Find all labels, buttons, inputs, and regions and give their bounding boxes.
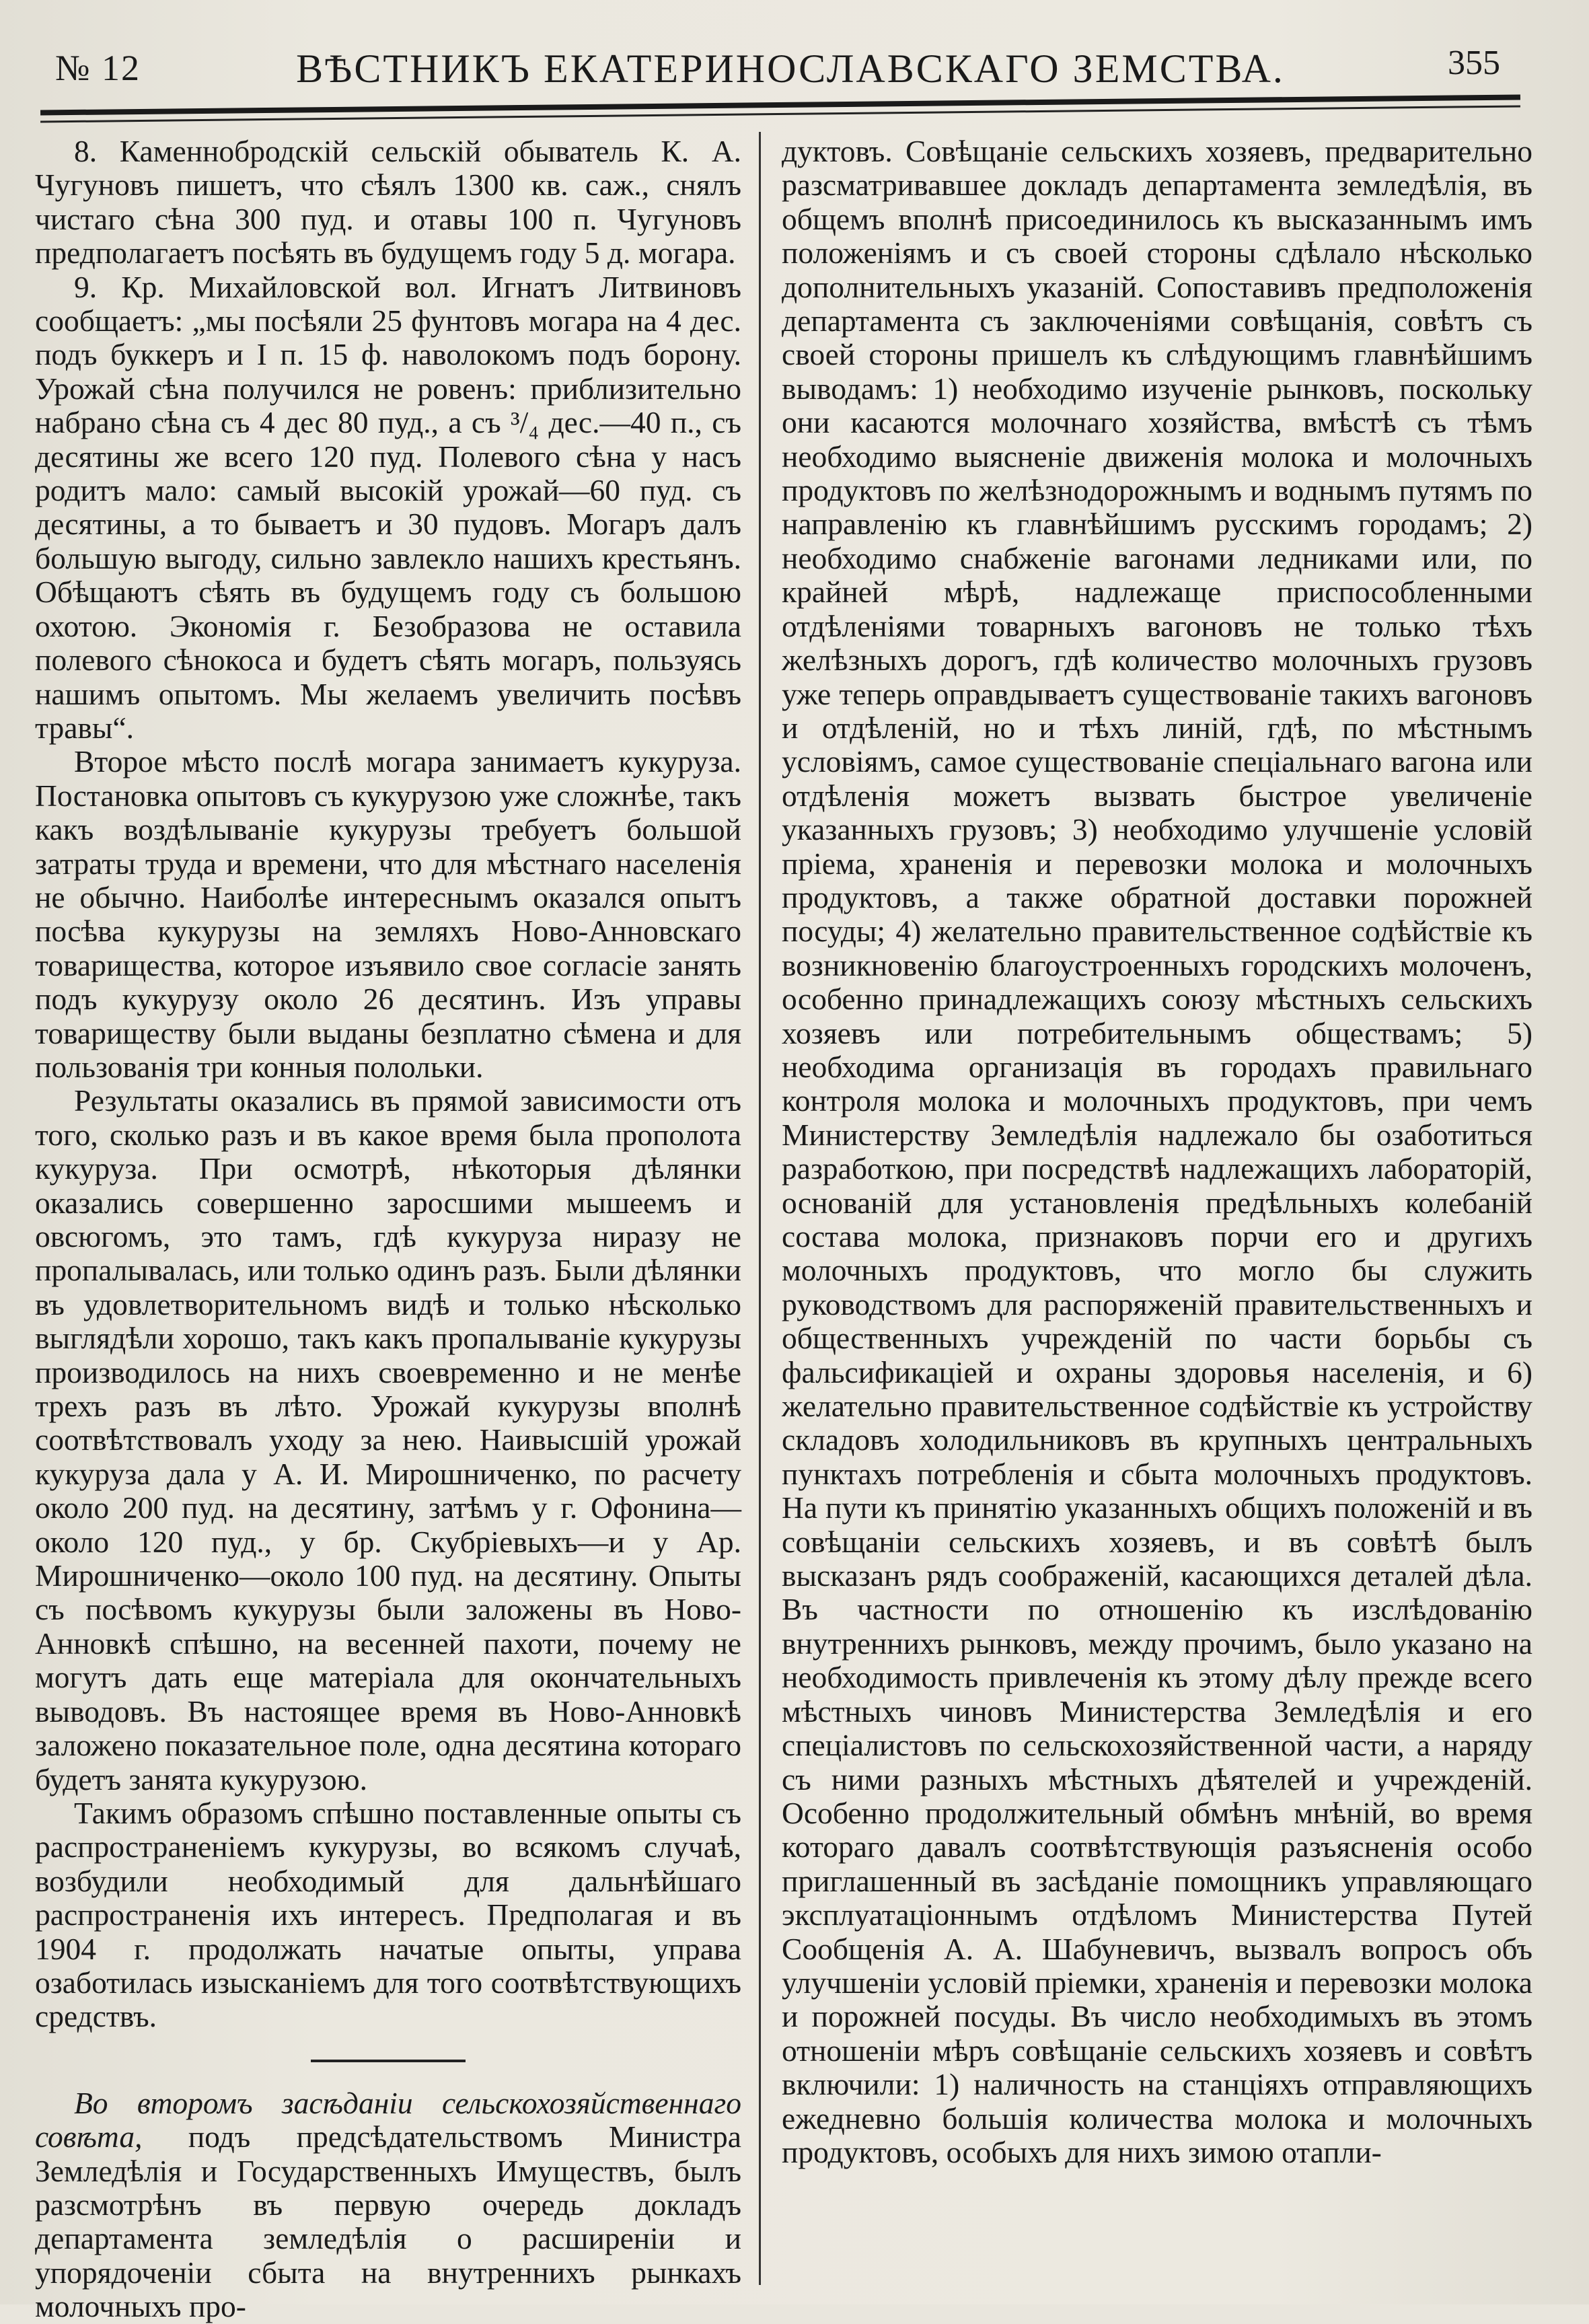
paragraph-dairy-council: дуктовъ. Совѣщаніе сельскихъ хозяевъ, предварительно разсматривавшее докладъ департамента земледѣлія, въ общемъ вполнѣ присоединилось къ высказаннымъ имъ положеніямъ и съ своей стороны сдѣлало нѣсколько дополнительныхъ указаній. Сопоставивъ предположенія департамента съ заключеніями совѣщанія, совѣтъ съ своей стороны пришелъ къ слѣдующимъ главнѣйшимъ выводамъ: 1) необходимо изученіе рынковъ, поскольку они касаются молочнаго хозяйства, вмѣстѣ съ тѣмъ необходимо выясненіе движенія молока и молочныхъ продуктовъ по желѣзнодорожнымъ и воднымъ путямъ по направленію къ главнѣйшимъ русскимъ городамъ; 2) необходимо снабженіе вагонами ледниками или, по крайней мѣрѣ, надлежаще приспособленными отдѣленіями товарныхъ вагоновъ не только тѣхъ желѣзныхъ дорогъ, гдѣ количество молочныхъ грузовъ уже теперь оправдываетъ существованіе такихъ вагоновъ и отдѣленій, но и тѣхъ линій, гдѣ, по мѣстнымъ условіямъ, самое существованіе спеціальнаго вагона или отдѣленія можетъ вызвать быстрое увеличеніе указанныхъ грузовъ; 3) необходимо улучшеніе условій пріема, храненія и перевозки молока и молочныхъ продуктовъ, а также обратной доставки порожней посуды; 4) желательно правительственное содѣйствіе къ возникновенію благоустроенныхъ городскихъ молоченъ, особенно принадлежащихъ союзу мѣстныхъ сельскихъ хозяевъ или потребительнымъ обществамъ; 5) необходима организація въ городахъ правильнаго контроля молока и молочныхъ продуктовъ, при чемъ Министерству Земледѣлія надлежало бы озаботиться разработкою, при посредствѣ надлежащихъ лабораторій, основаній для установленія предѣльныхъ колебаній состава молока, признаковъ порчи его и другихъ молочныхъ продуктовъ, что могло бы служить руководствомъ для распоряженій правительственныхъ и общественныхъ учрежденій по части борьбы съ фальсификаціей и охраны здоровья населенія, и 6) желательно правительственное содѣйствіе къ устройству складовъ холодильниковъ въ крупныхъ центральныхъ пунктахъ потребленія и сбыта молочныхъ продуктовъ. На пути къ принятію указанныхъ общихъ положеній и въ совѣщаніи сельскихъ хозяевъ, и въ совѣтѣ былъ высказанъ рядъ соображеній, касающихся деталей дѣла. Въ частности по отношенію къ изслѣдованію внутреннихъ рынковъ, между прочимъ, было указано на необходимость привлеченія къ этому дѣлу прежде всего мѣстныхъ чиновъ Министерства Земледѣлія и его спеціалистовъ по сельскохозяйственной части, а наряду съ ними разныхъ мѣстныхъ дѣятелей и учрежденій. Особенно продолжительный обмѣнъ мнѣній, во время котораго давалъ соотвѣтствующія разъясненія особо приглашенный въ засѣданіе помощникъ управляющаго эксплуатаціоннымъ отдѣломъ Министерства Путей Сообщенія А. А. Шабуневичъ, вызвалъ вопросъ объ улучшеніи условій пріемки, храненія и перевозки молока и порожней посуды. Въ число необходимыхъ въ этомъ отношеніи мѣръ совѣщаніе сельскихъ хозяевъ и совѣтъ включили: 1) наличность на станціяхъ отправляющихъ ежедневно большія количества молока и молочныхъ продуктовъ, особыхъ для нихъ зимою отапли- bbox=[782, 134, 1532, 2169]
journal-title: ВѢСТНИКЪ ЕКАТЕРИНОСЛАВСКАГО ЗЕМСТВА. bbox=[296, 46, 1285, 91]
paragraph-kamennobrodsky: 8. Каменнобродскій сельскій обыватель К. А. Чугуновъ пишетъ, что сѣялъ 1300 кв. саж., снялъ чистаго сѣна 300 пуд. и отавы 100 п. Чугуновъ предполагаетъ посѣять въ будущемъ году 5 д. могара. bbox=[35, 134, 741, 270]
second-session-heading: Во второмъ засѣданіи сельскохозяйственнаго совѣта, bbox=[35, 2085, 741, 2154]
running-header bbox=[27, 42, 1554, 102]
paragraph-kukuruza-intro: Второе мѣсто послѣ могара занимаетъ кукуруза. Постановка опытовъ съ кукурузою уже сложнѣе, такъ какъ воздѣлываніе кукурузы требуетъ большой затраты труда и времени, что для мѣстнаго населенія не обычно. Наиболѣе интереснымъ оказался опытъ посѣва кукурузы на земляхъ Ново-Анновскаго товарищества, которое изъявило свое согласіе занять подъ кукурузу около 26 десятинъ. Изъ управы товариществу были выданы безплатно сѣмена и для пользованія три конныя полольки. bbox=[35, 744, 741, 1084]
paragraph-mikhailovskaya: 9. Кр. Михайловской вол. Игнатъ Литвиновъ сообщаетъ: „мы посѣяли 25 фунтовъ могара на 4 дес. подъ буккеръ и I п. 15 ф. наволокомъ подъ борону. Урожай сѣна получился не ровенъ: приблизительно набрано сѣна съ 4 дес 80 пуд., а съ ³/₄ дес.—40 п., съ десятины же всего 120 пуд. Полевого сѣна у насъ родитъ мало: самый высокій урожай—60 пуд. съ десятины, а то бываетъ и 30 пудовъ. Могаръ далъ большую выгоду, сильно завлекло нашихъ крестьянъ. Обѣщаютъ сѣять въ будущемъ году съ большою охотою. Экономія г. Безобразова не оставила полевого сѣнокоса и будетъ сѣять могаръ, пользуясь нашимъ опытомъ. Мы желаемъ увеличить посѣвъ травы“. bbox=[35, 269, 741, 745]
second-session-text: подъ предсѣдательствомъ Министра Земледѣлія и Государственныхъ Имуществъ, былъ разсмотрѣнъ въ первую очередь докладъ департамента земледѣлія о расширеніи и упорядоченіи сбыта на внутреннихъ рынкахъ молочныхъ про- bbox=[35, 2119, 741, 2324]
column-divider bbox=[759, 132, 761, 2285]
right-column bbox=[782, 135, 1532, 2288]
paragraph-second-session bbox=[35, 2086, 741, 2324]
paragraph-results: Результаты оказались въ прямой зависимости отъ того, сколько разъ и въ какое время была прополота кукуруза. При осмотрѣ, нѣкоторыя дѣлянки оказались совершенно заросшими мышеемъ и овсюгомъ, это тамъ, гдѣ кукуруза ниразу не пропалывалась, или только одинъ разъ. Были дѣлянки въ удовлетворительномъ видѣ и только нѣсколько выглядѣли хорошо, такъ какъ пропалываніе кукурузы производилось на нихъ своевременно и не менѣе трехъ разъ въ лѣто. Урожай кукурузы вполнѣ соотвѣтствовалъ уходу за нею. Наивысшій урожай кукуруза дала у А. И. Мирошниченко, по расчету около 200 пуд. на десятину, затѣмъ у г. Офонина—около 120 пуд., у бр. Скубріевыхъ—и у Ар. Мирошниченко—около 100 пуд. на десятину. Опыты съ посѣвомъ кукурузы были заложены въ Ново-Анновкѣ спѣшно, на весенней пахоти, почему не могутъ дать еще матеріала для окончательныхъ выводовъ. Въ настоящее время въ Ново-Анновкѣ заложено показательное поле, одна десятина котораго будетъ занята кукурузою. bbox=[35, 1083, 741, 1796]
left-column bbox=[35, 134, 741, 2324]
issue-number: № 12 bbox=[55, 48, 141, 88]
paragraph-conclusion: Такимъ образомъ спѣшно поставленные опыты съ распространеніемъ кукурузы, во всякомъ случаѣ, возбудили необходимый для дальнѣйшаго распространенія ихъ интересъ. Предполагая и въ 1904 г. продолжать начатые опыты, управа озаботилась изысканіемъ для того соотвѣтствующихъ средствъ. bbox=[35, 1795, 741, 2034]
section-divider bbox=[311, 2060, 466, 2062]
page-number: 355 bbox=[1448, 44, 1500, 82]
